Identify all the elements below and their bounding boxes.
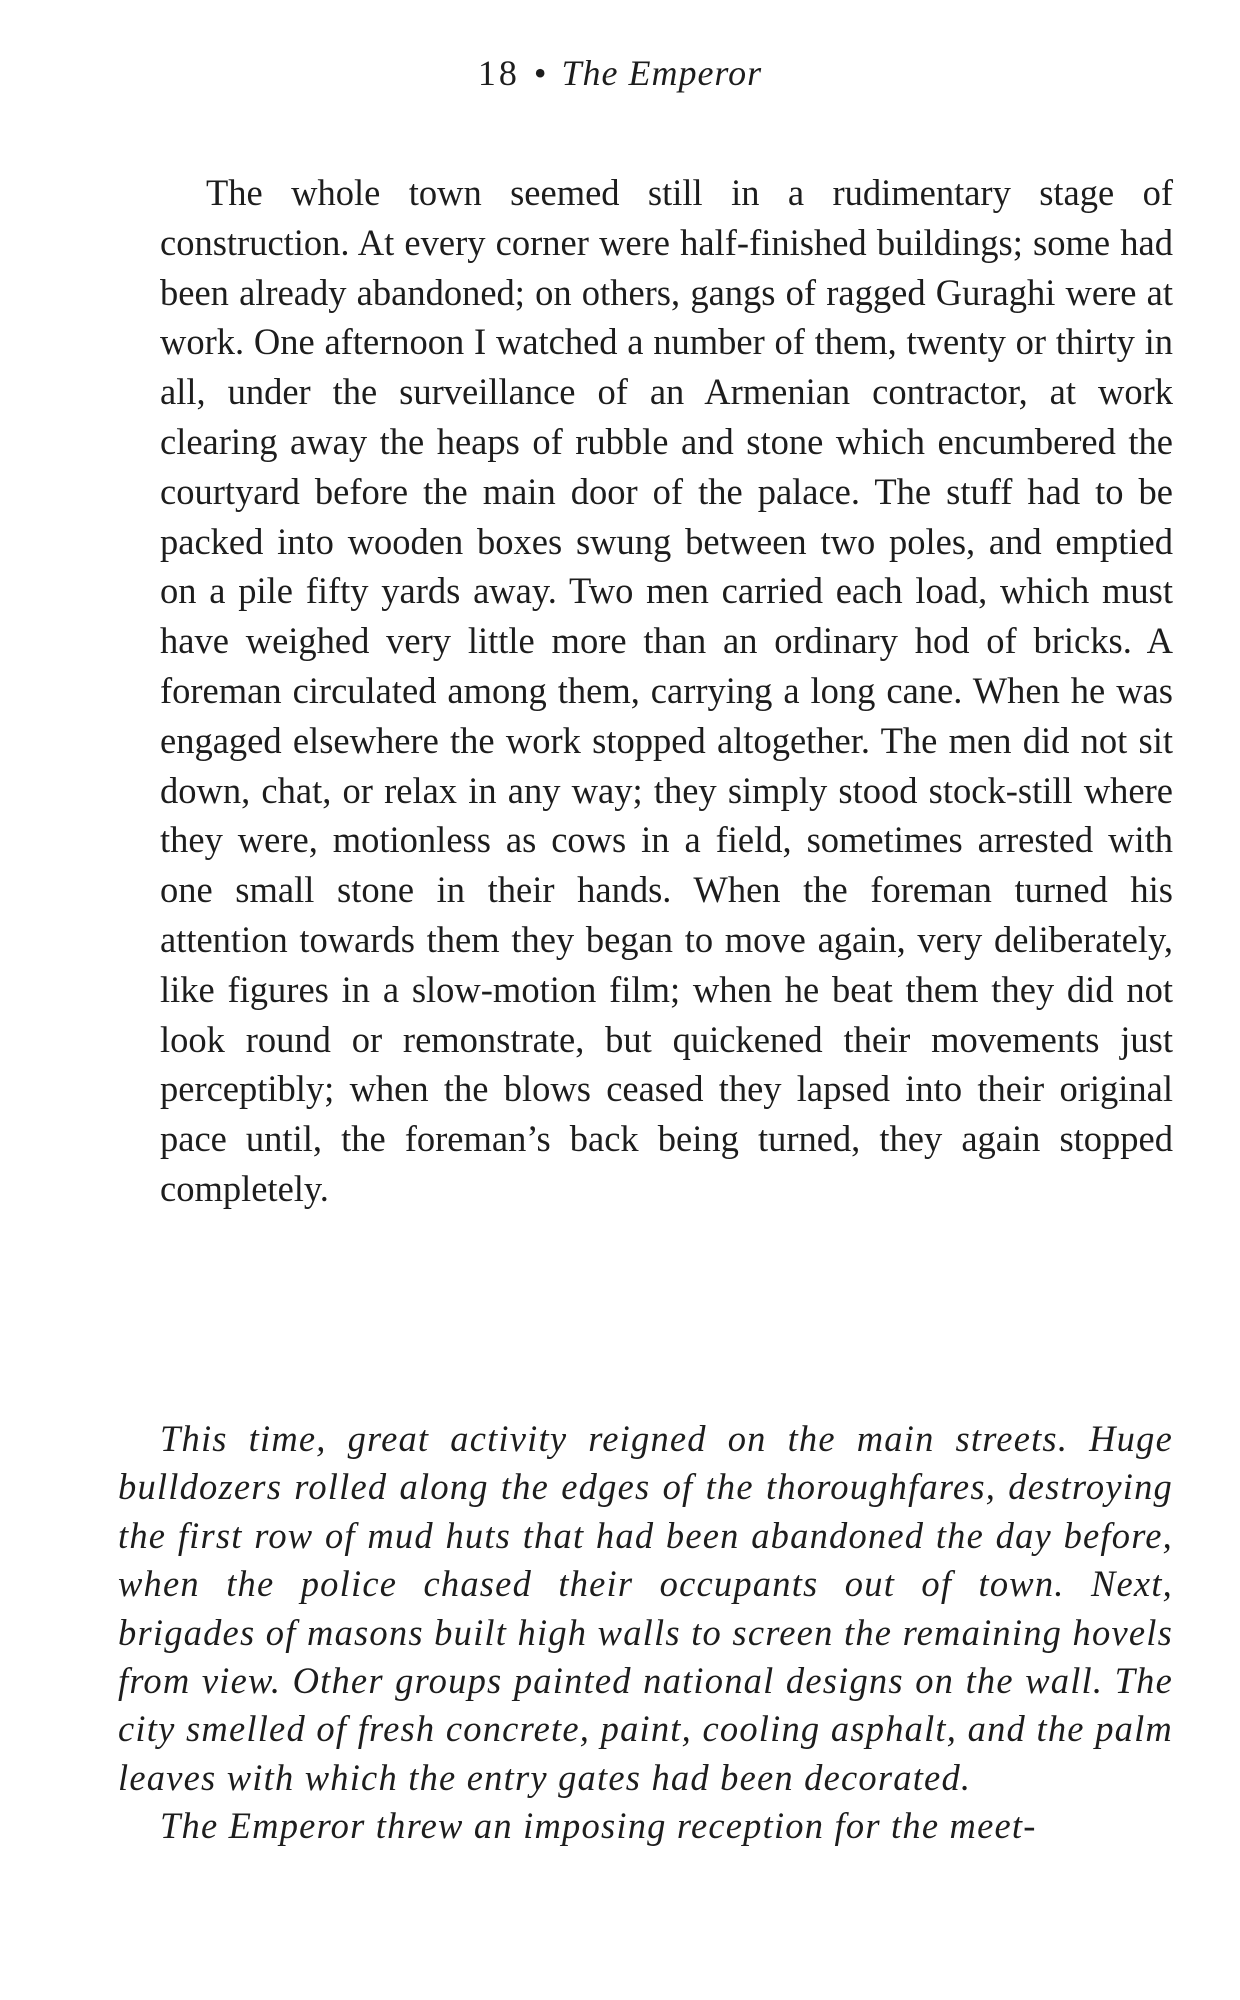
italic-section [118,1415,1173,1851]
header-separator: • [533,53,548,93]
running-head [0,52,1240,94]
italic-paragraph-1: This time, great activity reigned on the main streets. Huge bulldozers rolled along the edges of the thoroughfares, destroying the first row of mud huts that had been abandoned the day before, when the police chased their occupants out of town. Next, brigades of masons built high walls to screen the remaining hovels from view. Other groups painted national designs on the wall. The city smelled of fresh concrete, paint, cooling asphalt, and the palm leaves with which the entry gates had been decorated. [118,1418,1173,1798]
page-number: 18 [477,53,520,93]
italic-paragraph-2: The Emperor threw an imposing reception for the meet- [160,1805,1037,1847]
quoted-paragraph: The whole town seemed still in a rudimentary stage of construction. At every corner were half-finished buildings; some had been already abandoned; on others, gangs of ragged Guraghi were at work. One afternoon I watched a number of them, twenty or thirty in all, under the surveillance of an Armenian contractor, at work clearing away the heaps of rubble and stone which encumbered the courtyard before the main door of the palace. The stuff had to be packed into wooden boxes swung between two poles, and emptied on a pile fifty yards away. Two men carried each load, which must have weighed very little more than an ordinary hod of bricks. A foreman circulated among them, carrying a long cane. When he was engaged elsewhere the work stopped altogether. The men did not sit down, chat, or relax in any way; they simply stood stock-still where they were, motionless as cows in a field, sometimes arrested with one small stone in their hands. When the foreman turned his attention towards them they began to move again, very deliberately, like figures in a slow-motion film; when he beat them they did not look round or remonstrate, but quickened their movements just perceptibly; when the blows ceased they lapsed into their original pace until, the foreman’s back being turned, they again stopped completely. [160,172,1173,1209]
book-title: The Emperor [561,53,763,93]
